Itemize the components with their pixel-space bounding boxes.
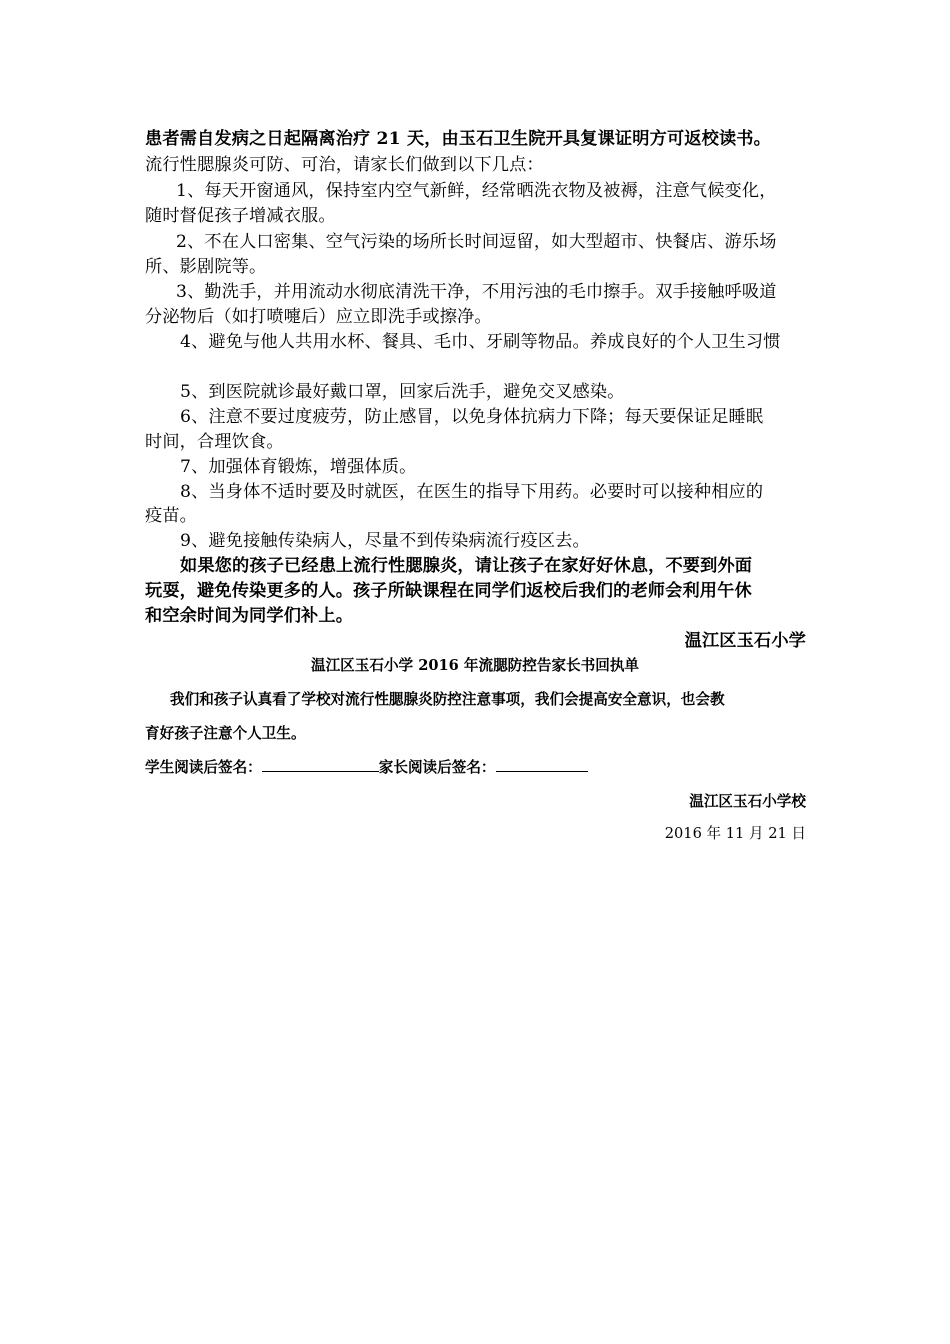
list-item: 4、避免与他人共用水杯、餐具、毛巾、牙刷等物品。养成良好的个人卫生习惯 <box>180 332 781 352</box>
list-item: 8、当身体不适时要及时就医，在医生的指导下用药。必要时可以接种相应的 <box>180 482 764 502</box>
list-item-continued: 疫苗。 <box>145 506 198 526</box>
list-item: 3、勤洗手，并用流动水彻底清洗干净，不用污浊的毛巾擦手。双手接触呼吸道 <box>176 282 777 302</box>
receipt-statement-line: 我们和孩子认真看了学校对流行性腮腺炎防控注意事项，我们会提高安全意识，也会教 <box>170 691 725 708</box>
list-item-continued: 分泌物后（如打喷嚏后）应立即洗手或擦净。 <box>145 307 492 327</box>
student-signature-field[interactable] <box>262 757 379 772</box>
parent-sign-label: 家长阅读后签名： <box>378 759 496 776</box>
list-item: 6、注意不要过度疲劳，防止感冒，以免身体抗病力下降；每天要保证足睡眠 <box>180 407 764 427</box>
list-item-continued: 时间，合理饮食。 <box>145 432 284 452</box>
school-signature: 温江区玉石小学 <box>684 631 806 651</box>
list-item: 7、加强体育锻炼，增强体质。 <box>180 457 417 477</box>
list-item: 1、每天开窗通风，保持室内空气新鲜，经常晒洗衣物及被褥，注意气候变化， <box>176 181 777 201</box>
list-item: 9、避免接触传染病人，尽量不到传染病流行疫区去。 <box>180 531 590 551</box>
receipt-title: 温江区玉石小学 2016 年流腮防控告家长书回执单 <box>310 657 640 674</box>
list-item: 2、不在人口密集、空气污染的场所长时间逗留，如大型超市、快餐店、游乐场 <box>176 232 777 252</box>
list-item-continued: 随时督促孩子增减衣服。 <box>145 206 336 226</box>
prevention-intro: 流行性腮腺炎可防、可治，请家长们做到以下几点： <box>145 155 544 175</box>
receipt-statement-line: 育好孩子注意个人卫生。 <box>145 725 306 742</box>
closing-paragraph-line: 和空余时间为同学们补上。 <box>145 606 354 626</box>
list-item: 5、到医院就诊最好戴口罩，回家后洗手，避免交叉感染。 <box>180 382 625 402</box>
parent-signature-field[interactable] <box>496 757 588 772</box>
receipt-date: 2016 年 11 月 21 日 <box>664 825 806 842</box>
isolation-notice: 患者需自发病之日起隔离治疗 21 天，由玉石卫生院开具复课证明方可返校读书。 <box>145 129 771 149</box>
closing-paragraph-line: 如果您的孩子已经患上流行性腮腺炎，请让孩子在家好好休息，不要到外面 <box>180 556 753 576</box>
receipt-school: 温江区玉石小学校 <box>689 793 806 810</box>
student-sign-label: 学生阅读后签名： <box>145 759 262 776</box>
closing-paragraph-line: 玩耍，避免传染更多的人。孩子所缺课程在同学们返校后我们的老师会利用午休 <box>145 581 752 601</box>
signature-row <box>145 756 588 777</box>
list-item-continued: 所、影剧院等。 <box>145 257 267 277</box>
